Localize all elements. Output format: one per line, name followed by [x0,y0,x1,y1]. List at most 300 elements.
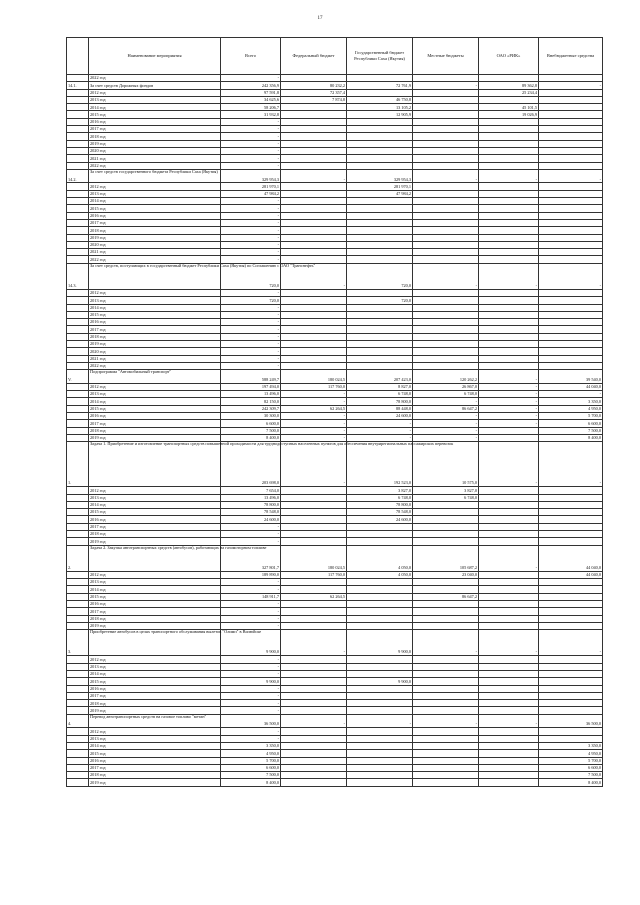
cell-extrabudget: 6 600,0 [539,420,603,427]
row-index [67,579,89,586]
cell-company: - [479,169,539,183]
row-label: 2015 год [89,593,221,600]
cell-extrabudget: 5 700,0 [539,757,603,764]
row-index: 14.2. [67,169,89,183]
row-label: 2014 год [89,198,221,205]
cell-republic [347,304,413,311]
row-label: За счет средств государственного бюджета Республики Саха (Якутия) [89,169,221,183]
cell-local [413,304,479,311]
cell-extrabudget: 4 950,0 [539,750,603,757]
col-header-local: Местные бюджеты [413,38,479,75]
row-label: 2014 год [89,104,221,111]
row-label: 2013 год [89,663,221,670]
cell-total: - [221,523,281,530]
cell-total: 58 206,7 [221,104,281,111]
cell-extrabudget [539,579,603,586]
cell-company [479,608,539,615]
row-label: Подпрограмма "Автомобильный транспорт" [89,370,221,384]
cell-republic: 24 600,0 [347,516,413,523]
cell-republic: 4 050,0 [347,571,413,578]
row-label: 2019 год [89,538,221,545]
cell-company: - [479,630,539,656]
cell-extrabudget: 3 350,0 [539,742,603,749]
row-index [67,707,89,714]
cell-total: 97 591,8 [221,89,281,96]
row-index [67,728,89,735]
cell-republic: 6 748,0 [347,494,413,501]
cell-total: - [221,735,281,742]
cell-extrabudget [539,227,603,234]
cell-company [479,764,539,771]
row-index [67,234,89,241]
cell-federal [281,241,347,248]
cell-republic: 207 423,0 [347,370,413,384]
row-index [67,104,89,111]
cell-federal [281,111,347,118]
cell-company [479,779,539,786]
cell-local [413,523,479,530]
cell-local [413,326,479,333]
cell-company [479,256,539,263]
cell-local [413,319,479,326]
table-row [67,234,603,241]
cell-company [479,311,539,318]
cell-extrabudget [539,89,603,96]
cell-total: 9 900,0 [221,630,281,656]
table-row [67,355,603,362]
row-index [67,162,89,169]
cell-republic: 720,0 [347,297,413,304]
cell-company [479,728,539,735]
cell-extrabudget [539,104,603,111]
row-index [67,487,89,494]
cell-company [479,326,539,333]
cell-extrabudget [539,190,603,197]
row-index [67,155,89,162]
cell-local: 105 687,2 [413,545,479,571]
table-row [67,133,603,140]
cell-federal: - [281,427,347,434]
row-index [67,227,89,234]
cell-federal: 62 264,5 [281,593,347,600]
cell-republic [347,608,413,615]
cell-local: 23 040,0 [413,571,479,578]
row-index [67,427,89,434]
cell-extrabudget [539,670,603,677]
table-row [67,297,603,304]
cell-total: 13 496,0 [221,494,281,501]
row-index [67,516,89,523]
cell-federal [281,707,347,714]
table-row [67,685,603,692]
cell-local [413,692,479,699]
cell-extrabudget: 8 400,0 [539,434,603,441]
col-header-index [67,38,89,75]
row-label: 2012 год [89,728,221,735]
cell-local [413,670,479,677]
cell-total: - [221,348,281,355]
cell-federal [281,579,347,586]
cell-local [413,707,479,714]
row-index [67,692,89,699]
row-index [67,355,89,362]
cell-total: 197 494,0 [221,383,281,390]
cell-local [413,198,479,205]
table-row [67,319,603,326]
cell-federal [281,516,347,523]
cell-company [479,75,539,82]
table-row [67,311,603,318]
cell-local: - [413,82,479,89]
table-row [67,183,603,190]
cell-total: 36 500,0 [221,714,281,728]
row-index [67,670,89,677]
row-label: 2015 год [89,750,221,757]
table-row [67,538,603,545]
page-number: 17 [317,16,323,21]
row-label: 2020 год [89,348,221,355]
cell-federal: - [281,391,347,398]
cell-republic [347,735,413,742]
cell-federal [281,140,347,147]
cell-republic [347,728,413,735]
row-index [67,622,89,629]
cell-extrabudget [539,249,603,256]
cell-local [413,586,479,593]
table-row [67,140,603,147]
table-row [67,442,603,487]
cell-total: 242 309,7 [221,405,281,412]
cell-federal [281,326,347,333]
table-row [67,600,603,607]
cell-total: 720,0 [221,297,281,304]
cell-republic: 46 750,8 [347,96,413,103]
cell-federal [281,757,347,764]
cell-company [479,586,539,593]
cell-local [413,663,479,670]
cell-extrabudget [539,304,603,311]
cell-republic [347,538,413,545]
cell-federal [281,663,347,670]
row-index [67,700,89,707]
cell-total: 148 911,7 [221,593,281,600]
cell-local [413,249,479,256]
cell-republic: 4 050,0 [347,545,413,571]
cell-republic [347,198,413,205]
table-row [67,111,603,118]
table-row [67,678,603,685]
cell-extrabudget [539,198,603,205]
cell-federal: - [281,434,347,441]
table-row [67,656,603,663]
cell-local: 26 867,0 [413,383,479,390]
row-label: 2015 год [89,678,221,685]
cell-federal [281,764,347,771]
row-label: 2017 год [89,608,221,615]
cell-federal [281,104,347,111]
cell-local [413,89,479,96]
cell-local [413,538,479,545]
cell-company: - [479,405,539,412]
cell-local [413,742,479,749]
row-label: 2018 год [89,227,221,234]
cell-extrabudget: 44 040,0 [539,545,603,571]
cell-extrabudget [539,205,603,212]
row-label: 2018 год [89,333,221,340]
cell-total: - [221,692,281,699]
row-label: 2019 год [89,707,221,714]
table-row [67,663,603,670]
row-label: 2014 год [89,501,221,508]
row-index [67,764,89,771]
cell-republic: 47 984,2 [347,190,413,197]
cell-republic: 24 600,0 [347,412,413,419]
cell-federal [281,728,347,735]
cell-federal [281,198,347,205]
cell-federal: - [281,420,347,427]
cell-total: - [221,311,281,318]
row-label: 2022 год [89,362,221,369]
row-label: 2016 год [89,600,221,607]
cell-company [479,126,539,133]
col-header-federal: Федеральный бюджет [281,38,347,75]
cell-federal [281,700,347,707]
row-index [67,133,89,140]
cell-republic [347,622,413,629]
cell-local: - [413,412,479,419]
cell-republic: 78 800,0 [347,398,413,405]
row-index [67,593,89,600]
cell-republic [347,593,413,600]
cell-total: - [221,340,281,347]
cell-federal [281,600,347,607]
cell-company [479,234,539,241]
cell-local [413,764,479,771]
cell-company: - [479,391,539,398]
cell-total: 9 900,0 [221,678,281,685]
cell-extrabudget [539,234,603,241]
cell-total: - [221,326,281,333]
row-index [67,140,89,147]
cell-republic [347,118,413,125]
cell-federal [281,523,347,530]
cell-company [479,742,539,749]
cell-local [413,779,479,786]
cell-local: - [413,420,479,427]
cell-total: - [221,362,281,369]
cell-extrabudget [539,183,603,190]
cell-republic [347,311,413,318]
cell-extrabudget [539,600,603,607]
cell-federal [281,212,347,219]
cell-extrabudget: 3 350,0 [539,398,603,405]
cell-total: - [221,600,281,607]
cell-extrabudget [539,311,603,318]
cell-extrabudget: 6 600,0 [539,764,603,771]
cell-company [479,685,539,692]
cell-local [413,126,479,133]
cell-republic: 78 548,0 [347,509,413,516]
cell-federal [281,678,347,685]
cell-federal [281,779,347,786]
cell-total: - [221,155,281,162]
cell-company [479,241,539,248]
cell-republic [347,656,413,663]
cell-total: 7 654,0 [221,487,281,494]
cell-total: - [221,670,281,677]
cell-total: - [221,198,281,205]
cell-local [413,75,479,82]
cell-total: - [221,289,281,296]
cell-federal: 117 760,0 [281,571,347,578]
cell-republic [347,241,413,248]
cell-federal [281,750,347,757]
cell-company [479,707,539,714]
row-index [67,249,89,256]
cell-republic [347,234,413,241]
cell-federal [281,692,347,699]
cell-total: - [221,622,281,629]
row-label: 2015 год [89,311,221,318]
row-index [67,297,89,304]
cell-extrabudget: - [539,391,603,398]
col-header-company: ОАО «РИК» [479,38,539,75]
cell-republic [347,779,413,786]
row-index [67,523,89,530]
cell-local [413,608,479,615]
cell-local: - [413,263,479,289]
table-row [67,326,603,333]
cell-total: - [221,707,281,714]
row-index [67,663,89,670]
row-index [67,420,89,427]
cell-company [479,133,539,140]
cell-total: - [221,212,281,219]
row-index: 4. [67,714,89,728]
cell-federal: - [281,442,347,487]
table-row [67,249,603,256]
cell-federal [281,333,347,340]
cell-federal [281,118,347,125]
cell-company: - [479,545,539,571]
cell-total: - [221,241,281,248]
cell-republic [347,600,413,607]
cell-federal: - [281,412,347,419]
cell-local [413,516,479,523]
cell-republic [347,319,413,326]
cell-extrabudget [539,656,603,663]
cell-republic: 3 827,0 [347,487,413,494]
cell-local [413,183,479,190]
cell-federal [281,249,347,256]
cell-company [479,494,539,501]
table-row [67,772,603,779]
cell-federal [281,656,347,663]
cell-local [413,133,479,140]
row-label: 2012 год [89,289,221,296]
cell-company: - [479,714,539,728]
cell-company [479,427,539,434]
cell-local [413,579,479,586]
cell-company [479,162,539,169]
cell-company [479,750,539,757]
cell-total: 242 356,9 [221,82,281,89]
cell-company [479,297,539,304]
cell-total: - [221,538,281,545]
cell-republic [347,772,413,779]
table-row [67,391,603,398]
cell-federal [281,586,347,593]
cell-local [413,212,479,219]
cell-extrabudget: - [539,263,603,289]
cell-extrabudget [539,289,603,296]
cell-total: 281 970,1 [221,183,281,190]
cell-federal: - [281,714,347,728]
table-row [67,501,603,508]
row-label: 2016 год [89,319,221,326]
cell-local [413,289,479,296]
row-index [67,75,89,82]
cell-local [413,234,479,241]
cell-republic [347,147,413,154]
cell-federal [281,133,347,140]
cell-republic: 9 900,0 [347,678,413,685]
cell-extrabudget [539,340,603,347]
cell-company [479,183,539,190]
table-row [67,494,603,501]
cell-total: - [221,700,281,707]
cell-local [413,501,479,508]
cell-federal [281,742,347,749]
row-label: 2016 год [89,516,221,523]
cell-local [413,757,479,764]
cell-local [413,219,479,226]
cell-federal [281,162,347,169]
cell-federal [281,772,347,779]
row-index [67,434,89,441]
table-row [67,571,603,578]
cell-federal: 62 264,5 [281,405,347,412]
cell-total: 7 500,0 [221,427,281,434]
cell-local: - [413,169,479,183]
cell-republic: 13 105,2 [347,104,413,111]
cell-federal [281,494,347,501]
row-label: 2019 год [89,140,221,147]
row-label: Задача 1. Приобретение и изготовление транспортных средств повышенной проходимости для труднодоступных населенных пунктов для обеспечения внутрирегиональных пассажирских перевозок [89,442,221,487]
table-row [67,82,603,89]
cell-company [479,355,539,362]
cell-company [479,487,539,494]
cell-federal [281,531,347,538]
cell-local [413,118,479,125]
cell-total: - [221,608,281,615]
row-index [67,383,89,390]
cell-company: - [479,383,539,390]
cell-federal: 72 357,4 [281,89,347,96]
cell-federal: 117 760,0 [281,383,347,390]
cell-total: - [221,355,281,362]
table-row [67,487,603,494]
row-label: 2017 год [89,523,221,530]
cell-republic: 72 761,9 [347,82,413,89]
row-index [67,326,89,333]
cell-federal [281,297,347,304]
cell-extrabudget [539,692,603,699]
cell-local: 86 647,2 [413,405,479,412]
cell-local: 120 262,2 [413,370,479,384]
cell-extrabudget [539,509,603,516]
table-row [67,190,603,197]
